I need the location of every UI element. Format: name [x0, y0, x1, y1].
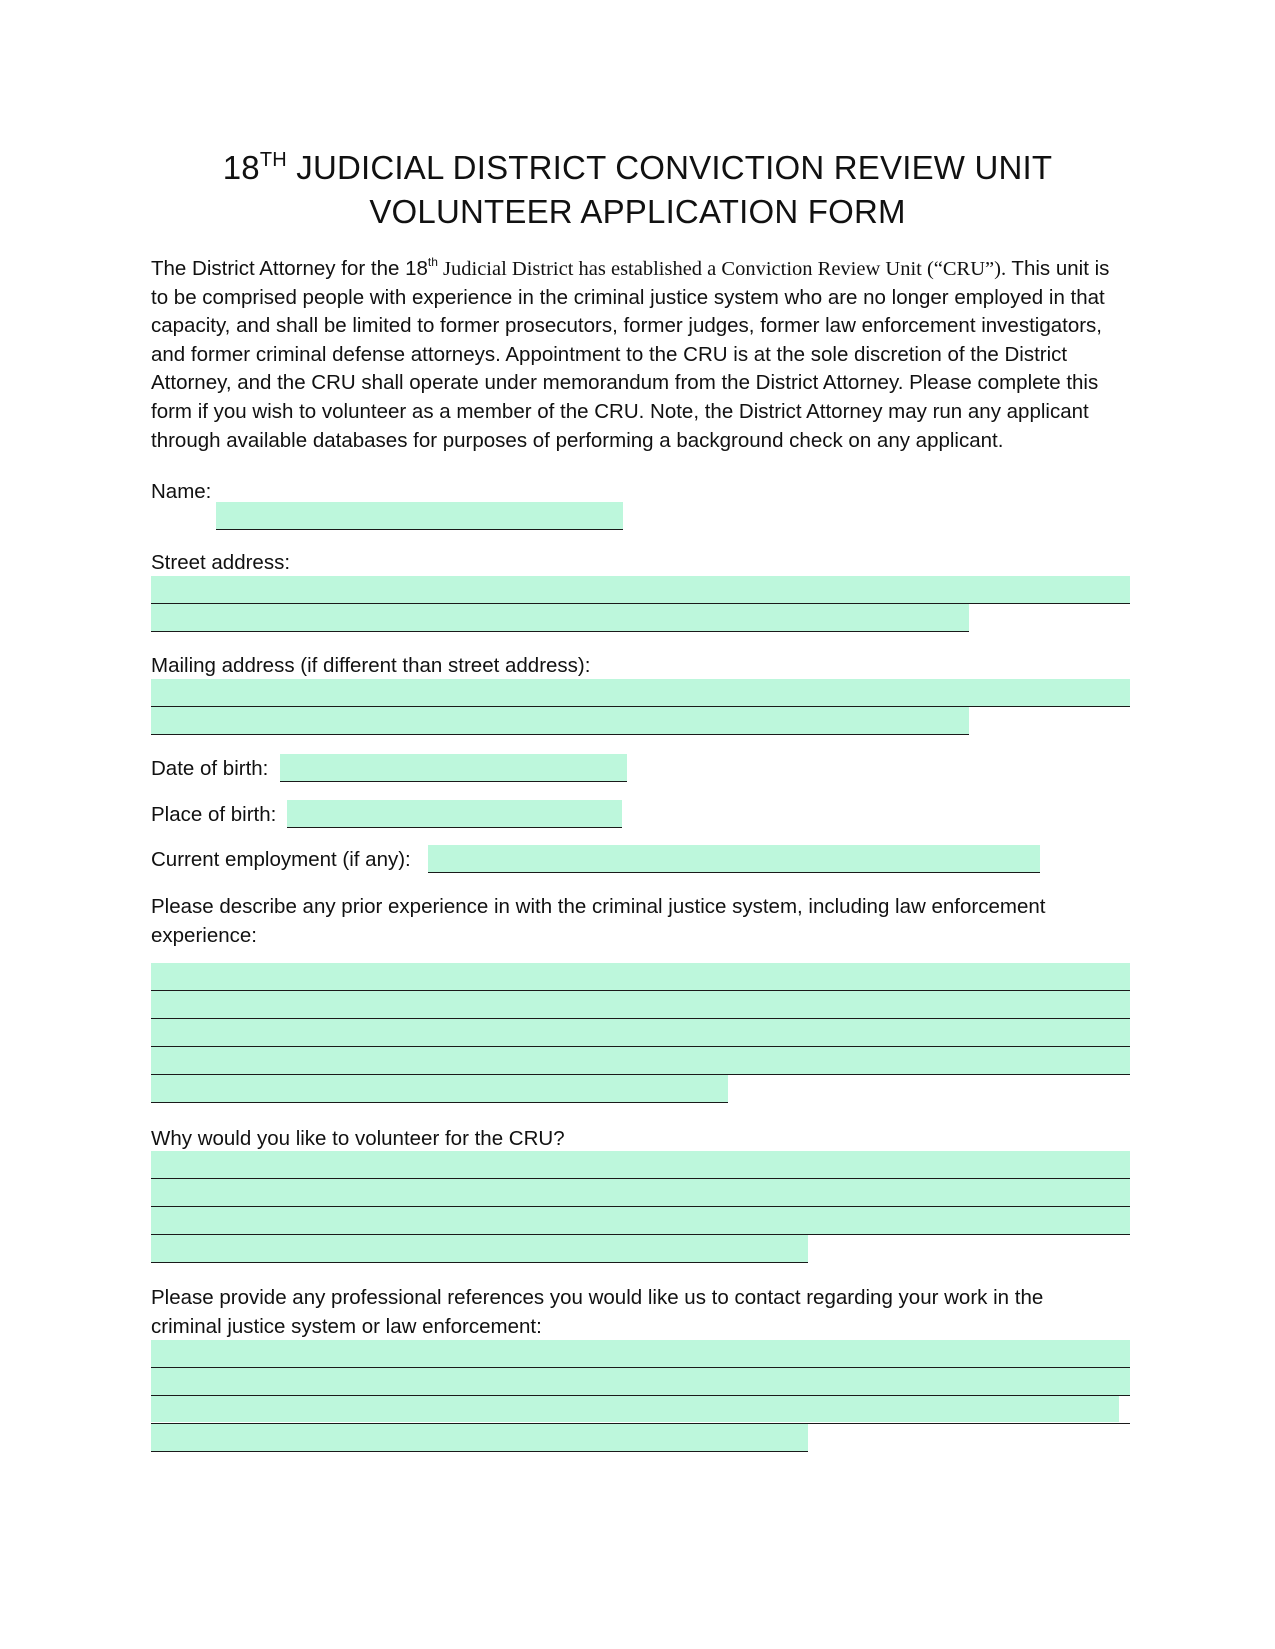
why-volunteer-label: Why would you like to volunteer for the CRU? [151, 1127, 565, 1150]
why-volunteer-line-2[interactable] [151, 1179, 1130, 1207]
street-address-label: Street address: [151, 551, 291, 574]
intro-paragraph: The District Attorney for the 18th Judicial District has established a Conviction Review Unit (“CRU”). This unit is to be comprised people with experience in the criminal justice system who are no longer employed in that capacity, and shall be limited to former prosecutors, former judges, former law enforcement investigators, and former criminal defense attorneys. Appointment to the CRU is at the sole discretion of the District Attorney, and the CRU shall operate under memorandum from the District Attorney. Please complete this form if you wish to volunteer as a member of the CRU. Note, the District Attorney may run any applicant through available databases for purposes of performing a background check on any applicant. [151, 255, 1110, 452]
mailing-address-line-1[interactable] [151, 679, 1130, 707]
why-volunteer-line-1[interactable] [151, 1151, 1130, 1179]
title-line1: 18TH JUDICIAL DISTRICT CONVICTION REVIEW UNIT [222, 149, 1053, 186]
prior-experience-label-line1: Please describe any prior experience in with the criminal justice system, including law enforcement [151, 895, 1046, 918]
place-of-birth-label: Place of birth: [151, 803, 277, 826]
name-label: Name: [151, 480, 212, 503]
mailing-address-line-2[interactable] [151, 707, 969, 735]
name-field[interactable] [216, 502, 623, 530]
form-title [0, 146, 1275, 234]
why-volunteer-line-3[interactable] [151, 1207, 1130, 1235]
references-label-line2: criminal justice system or law enforcement: [151, 1315, 542, 1338]
prior-experience-line-5[interactable] [151, 1075, 728, 1103]
prior-experience-line-2[interactable] [151, 991, 1130, 1019]
street-address-line-2[interactable] [151, 604, 969, 632]
prior-experience-label-line2: experience: [151, 924, 257, 947]
current-employment-label: Current employment (if any): [151, 848, 411, 871]
street-address-line-1[interactable] [151, 576, 1130, 604]
mailing-address-label: Mailing address (if different than street address): [151, 654, 591, 677]
references-line-1[interactable] [151, 1340, 1130, 1368]
references-line-3-fill [151, 1396, 1119, 1422]
prior-experience-line-4[interactable] [151, 1047, 1130, 1075]
date-of-birth-field[interactable] [280, 754, 627, 782]
references-line-2[interactable] [151, 1368, 1130, 1396]
references-line-3[interactable] [151, 1396, 1130, 1424]
prior-experience-line-1[interactable] [151, 963, 1130, 991]
references-label-line1: Please provide any professional references you would like us to contact regarding your work in the [151, 1286, 1044, 1309]
intro-superscript: th [427, 255, 438, 269]
current-employment-field[interactable] [428, 845, 1040, 873]
title-line2: VOLUNTEER APPLICATION FORM [369, 193, 906, 230]
prior-experience-line-3[interactable] [151, 1019, 1130, 1047]
title-superscript: TH [259, 149, 287, 171]
date-of-birth-label: Date of birth: [151, 757, 269, 780]
why-volunteer-line-4[interactable] [151, 1235, 808, 1263]
references-line-4[interactable] [151, 1424, 808, 1452]
place-of-birth-field[interactable] [287, 800, 622, 828]
